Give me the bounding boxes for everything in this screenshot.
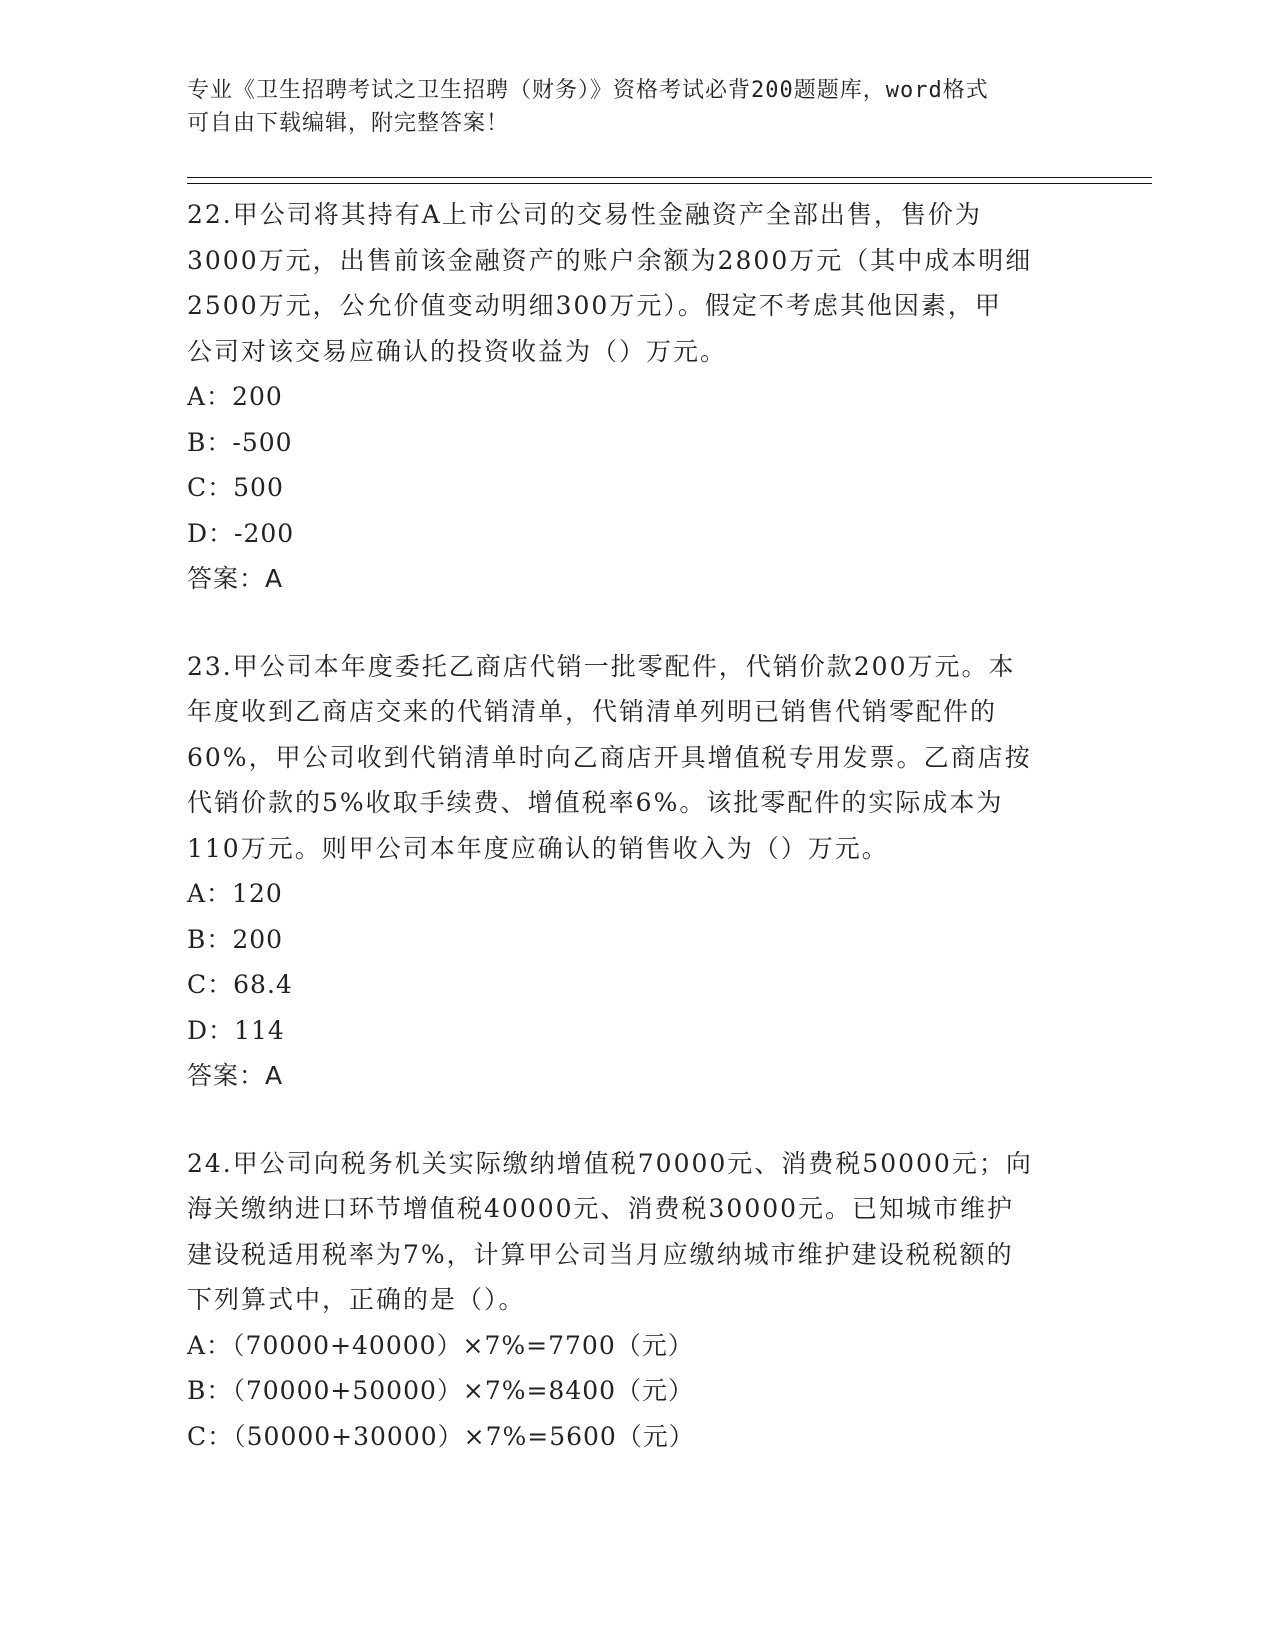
question-spacer bbox=[187, 1099, 1087, 1141]
stem-line: 23.甲公司本年度委托乙商店代销一批零配件，代销价款200万元。本 bbox=[187, 651, 1016, 681]
question-item bbox=[187, 192, 1087, 602]
stem-line: 代销价款的5%收取手续费、增值税率6%。该批零配件的实际成本为 bbox=[187, 788, 1004, 817]
stem-line: 公司对该交易应确认的投资收益为（）万元。 bbox=[187, 336, 728, 366]
stem-line: 2500万元，公允价值变动明细300万元）。假定不考虑其他因素，甲 bbox=[187, 291, 1002, 320]
question-item bbox=[187, 644, 1087, 1099]
stem-line: 3000万元，出售前该金融资产的账户余额为2800万元（其中成本明细 bbox=[187, 245, 1033, 275]
stem-line: 22.甲公司将其持有A上市公司的交易性金融资产全部出售，售价为 bbox=[187, 200, 982, 229]
question-stem bbox=[187, 192, 1087, 374]
option-b: B：200 bbox=[187, 924, 284, 954]
header-divider-top bbox=[187, 177, 1152, 178]
stem-line: 60%，甲公司收到代销清单时向乙商店开具增值税专用发票。乙商店按 bbox=[187, 742, 1032, 772]
option-b: B：（70000+50000）×7%=8400（元） bbox=[187, 1376, 695, 1405]
option-d: D：114 bbox=[187, 1015, 285, 1045]
answer-label: 答案：A bbox=[187, 564, 284, 593]
answer-label: 答案：A bbox=[187, 1061, 284, 1090]
question-list bbox=[187, 192, 1087, 1459]
header-line: 专业《卫生招聘考试之卫生招聘（财务）》资格考试必背200题题库，word格式 bbox=[187, 78, 989, 103]
option-a: A：（70000+40000）×7%=7700（元） bbox=[187, 1330, 694, 1360]
option-c: C：500 bbox=[187, 473, 284, 502]
option-c: C：68.4 bbox=[187, 970, 293, 999]
stem-line: 建设税适用税率为7%，计算甲公司当月应缴纳城市维护建设税税额的 bbox=[187, 1239, 1014, 1269]
option-a: A：200 bbox=[187, 382, 283, 411]
question-item bbox=[187, 1141, 1087, 1460]
header-divider-bottom bbox=[187, 183, 1152, 184]
question-stem bbox=[187, 1141, 1087, 1323]
stem-line: 海关缴纳进口环节增值税40000元、消费税30000元。已知城市维护 bbox=[187, 1194, 1015, 1223]
option-d: D：-200 bbox=[187, 518, 295, 548]
option-b: B：-500 bbox=[187, 427, 293, 457]
stem-line: 下列算式中，正确的是（）。 bbox=[187, 1285, 526, 1314]
header-line: 可自由下载编辑，附完整答案！ bbox=[187, 111, 510, 136]
stem-line: 110万元。则甲公司本年度应确认的销售收入为（）万元。 bbox=[187, 833, 889, 863]
stem-line: 24.甲公司向税务机关实际缴纳增值税70000元、消费税50000元；向 bbox=[187, 1148, 1033, 1178]
document-header bbox=[187, 74, 1067, 140]
question-spacer bbox=[187, 602, 1087, 644]
option-c: C：（50000+30000）×7%=5600（元） bbox=[187, 1421, 695, 1451]
stem-line: 年度收到乙商店交来的代销清单，代销清单列明已销售代销零配件的 bbox=[187, 697, 998, 726]
question-stem bbox=[187, 644, 1087, 872]
option-a: A：120 bbox=[187, 879, 283, 908]
